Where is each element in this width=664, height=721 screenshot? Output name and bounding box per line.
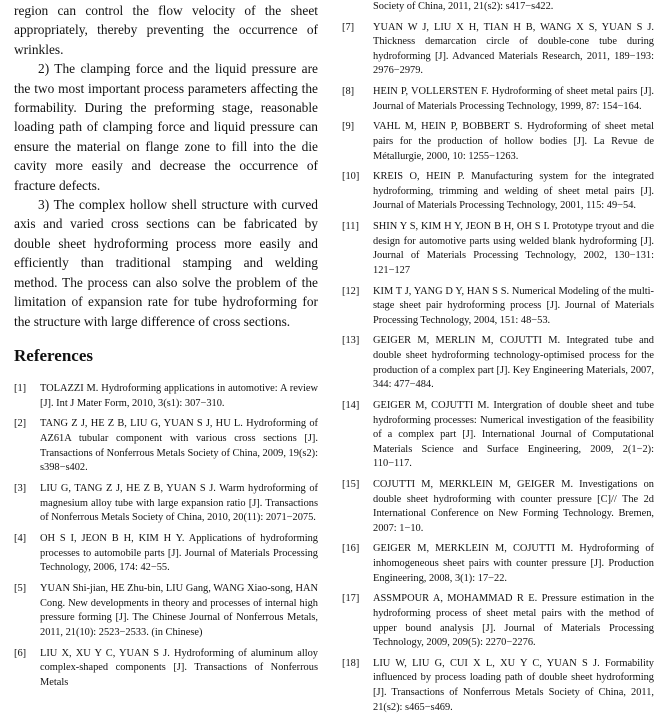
- reference-text: COJUTTI M, MERKLEIN M, GEIGER M. Investigations on double sheet hydroforming with counter pressure [C]// The 2d International Conference on New Forming Technology. Bremen, 2007: 1−10.: [373, 478, 654, 534]
- reference-number: [11]: [342, 221, 359, 233]
- reference-number: [1]: [14, 382, 27, 394]
- reference-11: [342, 220, 654, 278]
- reference-text: LIU X, XU Y C, YUAN S J. Hydroforming of aluminum alloy complex-shaped components [J]. Transactions of Nonferrous Metals: [40, 647, 318, 689]
- reference-text: TOLAZZI M. Hydroforming applications in automotive: A review [J]. Int J Mater Form, 2010, 3(s1): 307−310.: [40, 382, 318, 409]
- reference-text: OH S I, JEON B H, KIM H Y. Applications of hydroforming processes to automobile parts [J]. Journal of Materials Processing Technology, 2006, 174: 42−55.: [40, 533, 318, 574]
- reference-number: [5]: [14, 583, 27, 595]
- conclusion-paragraph-3: 3) The complex hollow shell structure with curved axis and varied cross sections can be fabricated by double sheet hydroforming process more easily and efficiently than traditional stamping and welding method. The process can also solve the problem of the limitation of expansion rate for tube hydroforming for the structure with large difference of cross sections.: [14, 197, 318, 329]
- reference-number: [6]: [14, 647, 27, 659]
- left-column: [14, 0, 318, 697]
- reference-number: [14]: [342, 399, 360, 411]
- reference-text: KIM T J, YANG D Y, HAN S S. Numerical Modeling of the multi-stage sheet pair hydroforming process [J]. Journal of Materials Processing Technology, 2004, 151: 48−53.: [373, 285, 654, 326]
- reference-text: LIU W, LIU G, CUI X L, XU Y C, YUAN S J. Formability influenced by process loading path of double sheet hydroforming [J]. Transactions of Nonferrous Metals Society of China, 2011, 21(s2): s465−s469.: [373, 657, 654, 713]
- reference-1: [14, 382, 318, 411]
- reference-number: [4]: [14, 533, 27, 545]
- reference-9: [342, 120, 654, 164]
- reference-number: [2]: [14, 418, 27, 430]
- reference-number: [18]: [342, 657, 360, 669]
- reference-14: [342, 399, 654, 472]
- conclusion-paragraph-2: 2) The clamping force and the liquid pressure are the two most important process parameters affecting the formability. During the preforming stage, reasonable loading path of clamping force and liquid pressure can ensure the material on flange zone to fill into the die cavity more easily and decrease the occurrence of fracture defects.: [14, 61, 318, 193]
- reference-3: [14, 482, 318, 526]
- reference-4: [14, 532, 318, 576]
- reference-12: [342, 285, 654, 329]
- reference-number: [15]: [342, 478, 360, 490]
- reference-10: [342, 170, 654, 214]
- reference-text: KREIS O, HEIN P. Manufacturing system for the integrated hydroforming, trimming and welding of sheet metal pairs [J]. Journal of Materials Processing Technology, 2001, 115: 49−54.: [373, 171, 654, 212]
- reference-number: [13]: [342, 335, 360, 347]
- reference-number: [12]: [342, 285, 360, 297]
- reference-8: [342, 85, 654, 114]
- reference-text: GEIGER M, COJUTTI M. Intergration of double sheet and tube hydroforming processes: Numerical investigation of the feasibility of a complex part [J]. International Journal of Computational Materials Science and Surface Engineering, 2009, 2(1−2): 110−117.: [373, 399, 654, 470]
- reference-15: [342, 478, 654, 536]
- reference-number: [16]: [342, 543, 360, 555]
- reference-text: ASSMPOUR A, MOHAMMAD R E. Pressure estimation in the hydroforming process of sheet metal pairs with the method of upper bound analysis [J]. Journal of Materials Processing Technology, 2009, 209(5): 2270−2276.: [373, 593, 654, 649]
- reference-7: [342, 21, 654, 79]
- reference-number: [7]: [342, 21, 355, 33]
- reference-text: SHIN Y S, KIM H Y, JEON B H, OH S I. Prototype tryout and die design for automotive parts using welded blank hydroforming [J]. Journal of Materials Processing Technology, 2002, 130−131: 121−127: [373, 221, 654, 276]
- reference-text: LIU G, TANG Z J, HE Z B, YUAN S J. Warm hydroforming of magnesium alloy tube with large expansion ratio [J]. Transactions of Nonferrous Metals Society of China, 2010, 20(11): 2071−2075.: [40, 483, 318, 524]
- reference-text: GEIGER M, MERLIN M, COJUTTI M. Integrated tube and double sheet hydroforming technology-optimised process for the production of a complex part [J]. Key Engineering Materials, 2007, 344: 477−484.: [373, 335, 654, 391]
- conclusion-paragraph-1: region can control the flow velocity of the sheet appropriately, thereby preventing the occurrence of wrinkles.: [14, 3, 318, 57]
- reference-2: [14, 417, 318, 475]
- reference-text: GEIGER M, MERKLEIN M, COJUTTI M. Hydroforming of inhomogeneous sheet pairs with counter pressure [J]. Production Engineering, 2008, 3(1): 17−22.: [373, 543, 654, 584]
- reference-6-continuation: Society of China, 2011, 21(s2): s417−s422.: [373, 1, 554, 12]
- reference-number: [9]: [342, 121, 355, 133]
- reference-text: VAHL M, HEIN P, BOBBERT S. Hydroforming of sheet metal pairs for the production of hollow bodies [J]. La Revue de Métallurgie, 2000, 10: 1255−1263.: [373, 121, 654, 162]
- reference-16: [342, 542, 654, 586]
- references-heading: References: [14, 345, 93, 365]
- reference-5: [14, 582, 318, 640]
- reference-text: HEIN P, VOLLERSTEN F. Hydroforming of sheet metal pairs [J]. Journal of Materials Processing Technology, 1999, 87: 154−164.: [373, 86, 654, 112]
- reference-text: TANG Z J, HE Z B, LIU G, YUAN S J, HU L. Hydroforming of AZ61A tubular component with various cross sections [J]. Transactions of Nonferrous Metals Society of China, 2009, 19(s2): s398−s402.: [40, 418, 318, 474]
- reference-18: [342, 657, 654, 715]
- reference-number: [10]: [342, 171, 360, 183]
- reference-6: [14, 647, 318, 691]
- reference-number: [17]: [342, 593, 360, 605]
- reference-number: [8]: [342, 86, 355, 98]
- reference-number: [3]: [14, 483, 27, 495]
- reference-text: YUAN Shi-jian, HE Zhu-bin, LIU Gang, WANG Xiao-song, HAN Cong. New developments in theory and processes of internal high pressure forming [J]. The Chinese Journal of Nonferrous Metals, 2011, 21(10): 2523−2533. (in Chinese): [40, 583, 319, 638]
- reference-13: [342, 334, 654, 392]
- right-column: [342, 0, 654, 721]
- reference-text: YUAN W J, LIU X H, TIAN H B, WANG X S, YUAN S J. Thickness demarcation circle of double-cone tube during hydroforming [J]. Advanced Materials Research, 2011, 189−193: 2976−2979.: [373, 21, 654, 77]
- reference-17: [342, 592, 654, 650]
